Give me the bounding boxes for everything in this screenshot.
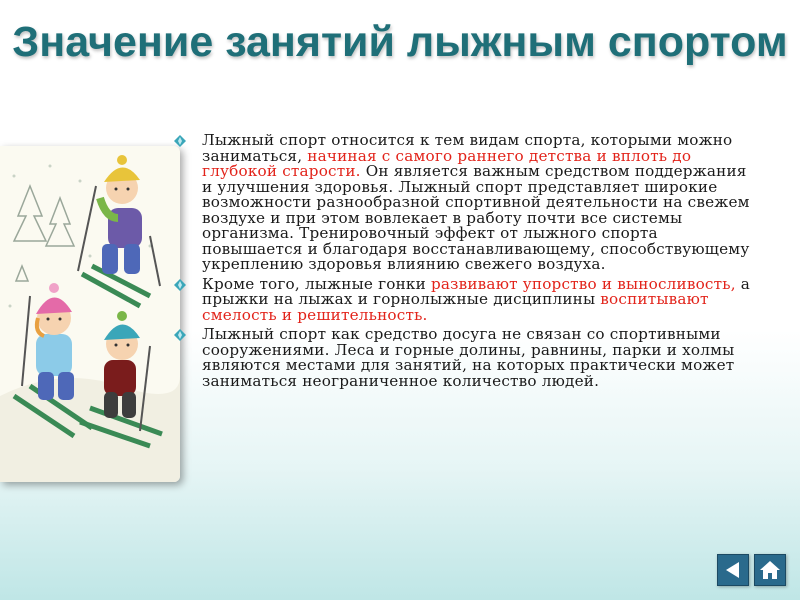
paragraph-text: Кроме того, лыжные гонки [202,274,431,293]
highlighted-text: начиная с самого раннего детства и вплоть до глубокой старости. [202,146,692,180]
slide-body [170,133,760,393]
slide-title: Значение занятий лыжным спортом [12,18,788,66]
home-icon [755,555,785,585]
bullet-icon [174,279,186,291]
triangle-left-icon [718,555,748,585]
bullet-icon [174,135,186,147]
highlighted-text: воспитывают смелость и решительность. [202,290,709,324]
home-button[interactable] [754,554,786,586]
paragraph-text: Лыжный спорт относится к тем видам спорта, которыми можно заниматься, [202,131,733,165]
paragraph-2 [170,274,760,324]
paragraph-text: а прыжки на лыжах и горнолыжные дисциплины [202,274,751,308]
paragraph-1 [170,133,760,273]
bullet-icon [174,329,186,341]
paragraph-text: Он является важным средством поддержания и улучшения здоровья. Лыжный спорт представляет широкие возможности разнообразной спортивной деятельности на свежем воздухе и при этом вовлекает в работу почти все системы организма. Тренировочный эффект от лыжного спорта повышается и благодаря восстанавливающему, способствующему укреплению здоровья влиянию свежего воздуха. [202,162,750,273]
highlighted-text: развивают упорство и выносливость, [430,274,736,293]
paragraph-3 [170,327,760,389]
paragraph-text: Лыжный спорт как средство досуга не связан со спортивными сооружениями. Леса и горные долины, равнины, парки и холмы являются местами для занятий, на которых практически может заниматься неограниченное количество людей. [202,325,735,390]
children-skiing-illustration [0,146,180,482]
previous-slide-button[interactable] [717,554,749,586]
